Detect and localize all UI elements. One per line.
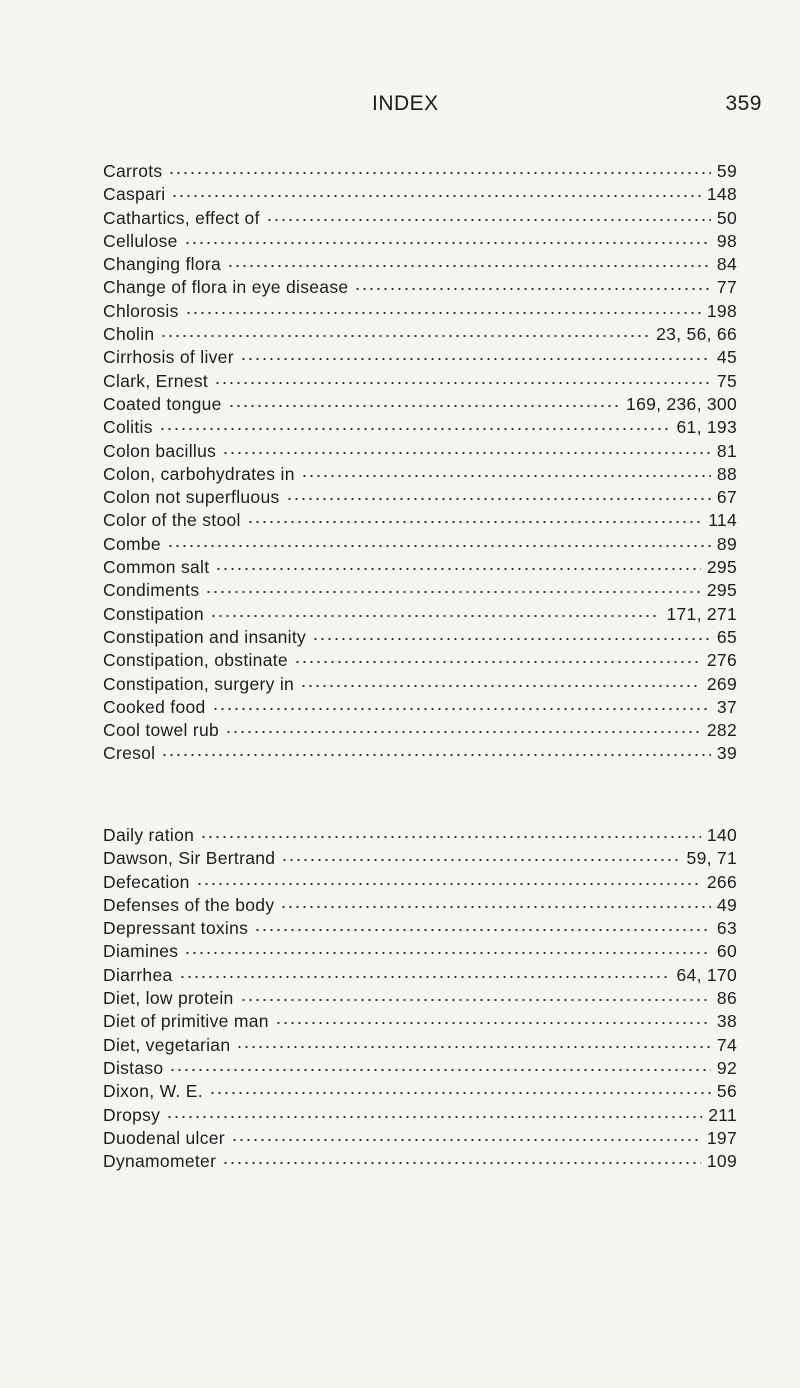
index-term: Caspari: [103, 184, 166, 205]
dot-leader: [184, 242, 711, 244]
dot-leader: [266, 219, 711, 221]
index-page-refs: 276: [706, 650, 737, 671]
index-term: Cellulose: [103, 230, 178, 251]
dot-leader: [294, 661, 701, 663]
dot-leader: [168, 172, 710, 174]
index-term: Cathartics, effect of: [103, 207, 260, 228]
index-term: Chlorosis: [103, 300, 179, 321]
index-entry: [103, 1034, 737, 1057]
dot-leader: [247, 521, 702, 523]
index-term: Common salt: [103, 557, 210, 578]
index-term: Constipation, obstinate: [103, 650, 288, 671]
dot-leader: [222, 452, 711, 454]
index-entry: [103, 940, 737, 963]
index-term: Cholin: [103, 324, 155, 345]
dot-leader: [227, 265, 711, 267]
index-entry: [103, 742, 737, 765]
index-page-refs: 59, 71: [686, 848, 737, 869]
index-page-refs: 88: [716, 463, 737, 484]
index-entry: [103, 871, 737, 894]
dot-leader: [210, 615, 661, 617]
index-page-refs: 64, 170: [676, 964, 737, 985]
index-entry: [103, 416, 737, 439]
index-term: Cool towel rub: [103, 720, 220, 741]
index-term: Diet of primitive man: [103, 1011, 269, 1032]
index-term: Colon bacillus: [103, 440, 217, 461]
dot-leader: [160, 335, 650, 337]
index-entry: [103, 463, 737, 486]
dot-leader: [200, 836, 701, 838]
index-term: Diamines: [103, 941, 179, 962]
index-page-refs: 77: [716, 277, 737, 298]
index-page-refs: 109: [706, 1151, 737, 1172]
index-page-refs: 23, 56, 66: [656, 324, 737, 345]
dot-leader: [205, 591, 701, 593]
index-page-refs: 169, 236, 300: [626, 393, 737, 414]
page-title: INDEX: [372, 92, 439, 115]
index-entry: [103, 1080, 737, 1103]
dot-leader: [236, 1046, 711, 1048]
index-term: Cooked food: [103, 696, 206, 717]
index-term: Clark, Ernest: [103, 370, 209, 391]
index-entry: [103, 649, 737, 672]
index-page-refs: 81: [716, 440, 737, 461]
index-page-refs: 211: [708, 1104, 737, 1125]
index-entry: [103, 603, 737, 626]
dot-leader: [214, 382, 711, 384]
dot-leader: [312, 638, 711, 640]
index-entry: [103, 207, 737, 230]
index-page-refs: 98: [716, 230, 737, 251]
index-term: Carrots: [103, 161, 163, 181]
index-entry: [103, 824, 737, 847]
index-term: Defecation: [103, 871, 190, 892]
index-entry: [103, 346, 737, 369]
index-entry: [103, 160, 737, 183]
index-page-refs: 197: [706, 1127, 737, 1148]
dot-leader: [280, 906, 711, 908]
index-page-refs: 171, 271: [666, 603, 737, 624]
dot-leader: [184, 952, 711, 954]
index-page-refs: 269: [706, 673, 737, 694]
index-entry: [103, 696, 737, 719]
index-page-refs: 61, 193: [676, 417, 737, 438]
index-term: Dawson, Sir Bertrand: [103, 848, 276, 869]
dot-leader: [185, 312, 701, 314]
index-entry: [103, 964, 737, 987]
dot-leader: [222, 1162, 701, 1164]
index-page-refs: 65: [716, 626, 737, 647]
index-entry: [103, 1057, 737, 1080]
index-entry: [103, 253, 737, 276]
index-page-refs: 67: [716, 487, 737, 508]
dot-leader: [209, 1092, 711, 1094]
index-entry: [103, 300, 737, 323]
index-page-refs: 295: [706, 557, 737, 578]
index-page-refs: 84: [716, 254, 737, 275]
index-page-refs: 140: [706, 825, 737, 845]
index-entry: [103, 323, 737, 346]
dot-leader: [215, 568, 701, 570]
index-entry: [103, 626, 737, 649]
index-term: Change of flora in eye disease: [103, 277, 349, 298]
index-entry: [103, 370, 737, 393]
index-term: Colon not superfluous: [103, 487, 280, 508]
index-term: Combe: [103, 533, 161, 554]
dot-leader: [286, 498, 711, 500]
index-page-refs: 295: [706, 580, 737, 601]
index-page-refs: 266: [706, 871, 737, 892]
index-term: Dynamometer: [103, 1151, 217, 1172]
dot-leader: [281, 859, 680, 861]
index-page-refs: 89: [716, 533, 737, 554]
dot-leader: [240, 999, 711, 1001]
index-page-refs: 49: [716, 894, 737, 915]
index-entry: [103, 276, 737, 299]
index-entry: [103, 1150, 737, 1173]
index-section-c: [103, 160, 737, 766]
dot-leader: [300, 685, 701, 687]
index-term: Colitis: [103, 417, 153, 438]
index-entry: [103, 486, 737, 509]
index-term: Depressant toxins: [103, 918, 249, 939]
index-term: Color of the stool: [103, 510, 241, 531]
dot-leader: [240, 358, 711, 360]
index-entry: [103, 509, 737, 532]
index-entry: [103, 533, 737, 556]
index-entry: [103, 230, 737, 253]
dot-leader: [169, 1069, 710, 1071]
index-entry: [103, 987, 737, 1010]
index-entry: [103, 894, 737, 917]
index-term: Distaso: [103, 1057, 164, 1078]
index-page-refs: 198: [706, 300, 737, 321]
index-page-refs: 60: [716, 941, 737, 962]
index-entry: [103, 1010, 737, 1033]
dot-leader: [354, 288, 711, 290]
dot-leader: [196, 883, 701, 885]
index-page-refs: 282: [706, 720, 737, 741]
dot-leader: [161, 754, 711, 756]
dot-leader: [167, 545, 711, 547]
index-term: Coated tongue: [103, 393, 222, 414]
index-term: Dixon, W. E.: [103, 1081, 203, 1102]
index-term: Daily ration: [103, 825, 195, 845]
page-header: [372, 92, 762, 116]
index-page-refs: 74: [716, 1034, 737, 1055]
dot-leader: [179, 976, 671, 978]
index-term: Defenses of the body: [103, 894, 275, 915]
dot-leader: [254, 929, 711, 931]
index-term: Constipation and insanity: [103, 626, 307, 647]
index-entry: [103, 719, 737, 742]
index-entry: [103, 556, 737, 579]
dot-leader: [166, 1116, 702, 1118]
index-term: Diarrhea: [103, 964, 173, 985]
index-term: Colon, carbohydrates in: [103, 463, 295, 484]
dot-leader: [171, 195, 700, 197]
index-page-refs: 92: [716, 1057, 737, 1078]
index-page-refs: 59: [716, 161, 737, 181]
index-page-refs: 38: [716, 1011, 737, 1032]
index-term: Constipation, surgery in: [103, 673, 295, 694]
index-page-refs: 148: [706, 184, 737, 205]
dot-leader: [228, 405, 620, 407]
dot-leader: [301, 475, 711, 477]
dot-leader: [231, 1139, 701, 1141]
index-entry: [103, 847, 737, 870]
index-page-refs: 56: [716, 1081, 737, 1102]
index-term: Duodenal ulcer: [103, 1127, 225, 1148]
index-entry: [103, 393, 737, 416]
index-entry: [103, 579, 737, 602]
page-number: 359: [725, 92, 762, 115]
index-entry: [103, 917, 737, 940]
index-page-refs: 50: [716, 207, 737, 228]
index-term: Cirrhosis of liver: [103, 347, 234, 368]
index-page-refs: 86: [716, 988, 737, 1009]
index-term: Dropsy: [103, 1104, 161, 1125]
index-term: Changing flora: [103, 254, 222, 275]
index-entry: [103, 1127, 737, 1150]
index-term: Diet, vegetarian: [103, 1034, 231, 1055]
dot-leader: [275, 1022, 711, 1024]
index-entry: [103, 673, 737, 696]
dot-leader: [225, 731, 701, 733]
index-section-d: [103, 824, 737, 1173]
index-page-refs: 75: [716, 370, 737, 391]
index-term: Condiments: [103, 580, 200, 601]
index-term: Diet, low protein: [103, 988, 234, 1009]
dot-leader: [212, 708, 711, 710]
index-entry: [103, 1104, 737, 1127]
index-page-refs: 45: [716, 347, 737, 368]
index-term: Constipation: [103, 603, 204, 624]
index-page-refs: 63: [716, 918, 737, 939]
index-page-refs: 37: [716, 696, 737, 717]
index-term: Cresol: [103, 743, 156, 764]
index-page-refs: 39: [716, 743, 737, 764]
index-entry: [103, 440, 737, 463]
index-page-refs: 114: [708, 510, 737, 531]
index-entry: [103, 183, 737, 206]
dot-leader: [159, 428, 671, 430]
